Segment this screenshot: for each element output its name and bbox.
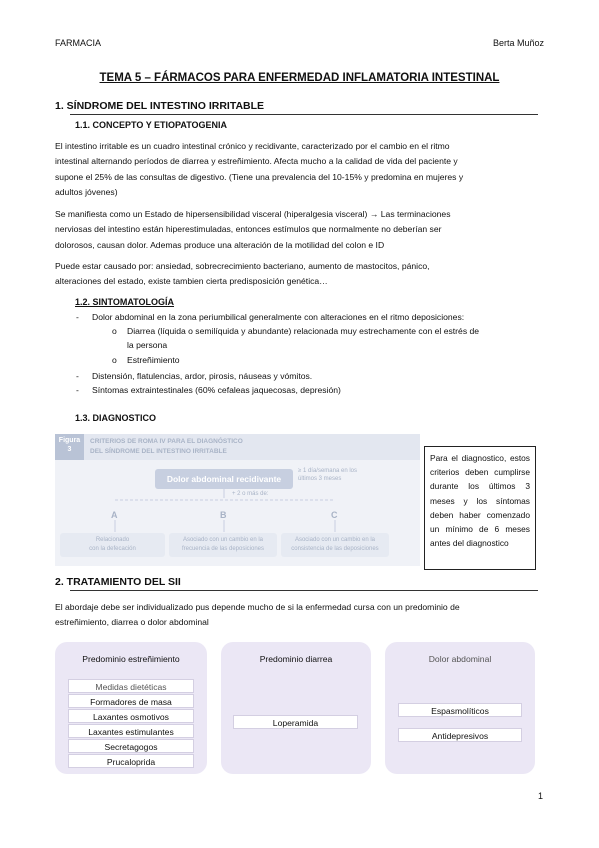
section-2-heading: 2. TRATAMIENTO DEL SII: [55, 576, 181, 588]
pain-title: Dolor abdominal: [428, 654, 492, 664]
section-1-heading: 1. SÍNDROME DEL INTESTINO IRRITABLE: [55, 100, 265, 112]
dash-marker: -: [76, 371, 79, 381]
frequency-note-line: ≥ 1 día/semana en los: [298, 468, 357, 474]
text-line: El abordaje debe ser individualizado pus depende mucho de si la enfermedad cursa con un predominio de: [55, 602, 460, 612]
figure-title-line: DEL SÍNDROME DEL INTESTINO IRRITABLE: [90, 447, 227, 455]
constipation-item: Formadores de masa: [68, 694, 194, 708]
constipation-item: Prucaloprida: [68, 754, 194, 768]
dash-marker: -: [76, 385, 79, 395]
diarrhea-title: Predominio diarrea: [259, 654, 333, 664]
figure-tag-label: Figura: [58, 437, 81, 444]
text-line: supone el 25% de las consultas de digestivo. (Tiene una prevalencia del 10-15% y predomina en mujeres y: [55, 171, 464, 182]
pain-item: Antidepresivos: [398, 728, 522, 742]
figure-title-line: CRITERIOS DE ROMA IV PARA EL DIAGNÓSTICO: [90, 438, 243, 445]
recurrent-pain-box: Dolor abdominal recidivante: [155, 469, 293, 489]
paragraph-causes: [55, 259, 545, 290]
bullet-marker: o: [112, 355, 117, 365]
paragraph-treatment: [55, 600, 545, 631]
diarrhea-item: Loperamida: [233, 715, 358, 729]
subsection-1-1-heading: 1.1. CONCEPTO Y ETIOPATOGENIA: [75, 120, 228, 130]
figure-tag-number: 3: [67, 445, 72, 453]
criterion-c-line: Asociado con un cambio en la: [294, 537, 376, 543]
plus-two-label: + 2 o más de:: [232, 491, 269, 497]
text-line: Se manifiesta como un Estado de hipersensibilidad visceral (hiperalgesia visceral) → Las terminaciones: [55, 209, 451, 219]
criterion-b-box: [169, 533, 277, 557]
symptom-1b: Estreñimiento: [127, 355, 180, 365]
paragraph-concept: [55, 139, 545, 200]
diagnosis-note-box: Para el diagnostico, estos criterios deben cumplirse durante los últimos 3 meses y los síntomas deben haber comenzado un mínimo de 6 meses antes del diagnostico: [424, 446, 536, 570]
criterion-a-letter: A: [111, 510, 118, 520]
frequency-note-line: últimos 3 meses: [298, 476, 342, 482]
section-divider: [70, 590, 538, 591]
constipation-item: Laxantes estimulantes: [68, 724, 194, 738]
pain-item: Espasmolíticos: [398, 703, 522, 717]
criterion-c-box: [281, 533, 389, 557]
text-line: intestinal alternando períodos de diarrea y estreñimiento. Afecta mucho a la calidad de vida del paciente y: [55, 156, 458, 167]
subsection-1-2-heading: 1.2. SINTOMATOLOGÍA: [75, 297, 175, 307]
text-line: El intestino irritable es un cuadro intestinal crónico y recidivante, caracterizado por el cambio en el ritmo: [55, 141, 450, 151]
page-number: 1: [538, 791, 544, 801]
text-line: Puede estar causado por: ansiedad, sobrecrecimiento bacteriano, aumento de mastocitos, pánico,: [55, 261, 430, 271]
symptom-3: Síntomas extraintestinales (60% cefaleas jaquecosas, depresión): [92, 385, 341, 395]
bullet-marker: o: [112, 326, 117, 336]
constipation-item: Laxantes osmotivos: [68, 709, 194, 723]
criterion-b-letter: B: [220, 510, 227, 520]
constipation-item: Secretagogos: [68, 739, 194, 753]
criterion-a-line: con la defecación: [89, 546, 136, 552]
criterion-a-line: Relacionado: [95, 537, 130, 543]
text-line: dolorosos, causan dolor. Ademas produce una alteración de la motilidad del colon e ID: [55, 239, 385, 250]
criterion-a-box: [60, 533, 165, 557]
dash-marker: -: [76, 312, 79, 322]
header-right: Berta Muñoz: [492, 38, 544, 48]
text-line: adultos jóvenes): [55, 186, 118, 197]
paragraph-hypersensitivity: [55, 207, 545, 253]
text-line: estreñimiento, diarrea o dolor abdominal: [55, 617, 209, 628]
constipation-title: Predominio estreñimiento: [82, 654, 180, 664]
symptom-1a-cont: la persona: [127, 340, 168, 350]
subsection-1-3-heading: 1.3. DIAGNOSTICO: [75, 413, 157, 423]
criterion-b-line: frecuencia de las deposiciones: [181, 546, 265, 552]
page-title: TEMA 5 – FÁRMACOS PARA ENFERMEDAD INFLAMATORIA INTESTINAL: [99, 72, 500, 84]
constipation-item: Medidas dietéticas: [68, 679, 194, 693]
section-divider: [70, 114, 538, 115]
criterion-c-letter: C: [331, 510, 338, 520]
symptom-1a: Diarrea (líquida o semilíquida y abundante) relacionada muy estrechamente con el estrés de: [127, 326, 480, 336]
criterion-c-line: consistencia de las deposiciones: [291, 546, 379, 552]
header-left: FARMACIA: [55, 38, 102, 48]
symptom-2: Distensión, flatulencias, ardor, pirosis, náuseas y vómitos.: [92, 371, 313, 381]
text-line: nerviosas del intestino están hiperestimuladas, entonces estímulos que normalmente no deberían ser: [55, 224, 442, 235]
criterion-b-line: Asociado con un cambio en la: [182, 537, 264, 543]
text-line: alteraciones del estado, existe tambien cierta predisposición genética…: [55, 276, 328, 287]
symptom-1: Dolor abdominal en la zona periumbilical generalmente con alteraciones en el ritmo deposiciones:: [92, 312, 465, 322]
